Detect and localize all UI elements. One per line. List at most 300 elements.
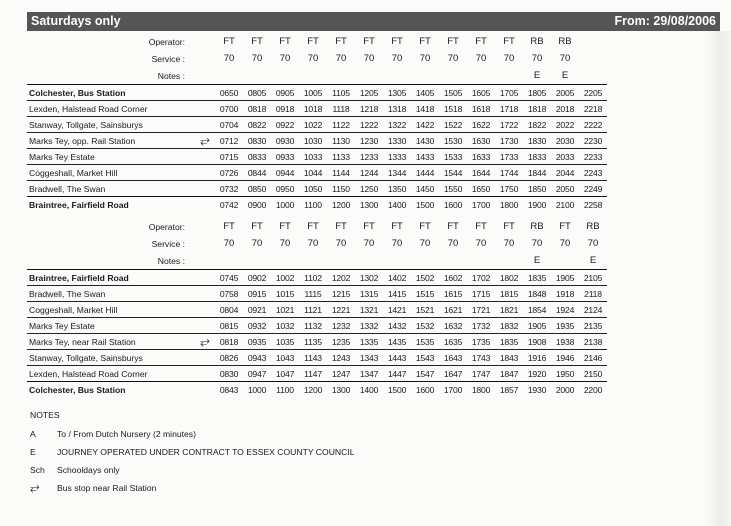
departure-time: 1918 [551,286,579,302]
departure-time: 1530 [439,133,467,149]
departure-time: 1924 [551,302,579,318]
service-header-row [27,235,607,252]
departure-time: 2050 [551,181,579,197]
service-code: 70 [335,238,347,249]
departure-time: 1535 [411,334,439,350]
departure-time: 1805 [523,85,551,101]
departure-time: 1318 [383,101,411,117]
departure-time: 2258 [579,197,607,213]
service-label: Service : [151,238,185,249]
departure-time: 1744 [495,165,523,181]
departure-time: 1850 [523,181,551,197]
notes-header-row [27,67,607,85]
departure-time: 0822 [243,117,271,133]
operator-code: FT [419,36,431,47]
symbol-spacer [195,50,215,67]
operator-code: RB [530,221,544,232]
table-row [27,270,607,286]
departure-time: 1047 [271,366,299,382]
departure-time: 2138 [579,334,607,350]
service-code: 70 [279,238,291,249]
stop-name: Colchester, Bus Station [27,382,195,398]
timetable-colchester-to-braintree [27,33,607,212]
service-code: 70 [447,53,459,64]
table-row [27,101,607,117]
departure-time: 0700 [215,101,243,117]
departure-time: 2200 [579,382,607,398]
note-code [271,252,299,270]
departure-time: 1243 [327,350,355,366]
departure-time: 1221 [327,302,355,318]
departure-time: 2218 [579,101,607,117]
departure-time: 2033 [551,149,579,165]
departure-time: 2230 [579,133,607,149]
departure-time: 2018 [551,101,579,117]
departure-time: 1200 [327,197,355,213]
stop-name: Marks Tey Estate [27,149,195,165]
stop-name: Colchester, Bus Station [27,85,195,101]
departure-time: 1908 [523,334,551,350]
departure-time: 1632 [439,318,467,334]
departure-time: 1235 [327,334,355,350]
operator-code: FT [363,221,375,232]
note-code: Sch [30,465,45,475]
stop-name: Marks Tey, near Rail Station [27,334,195,350]
operator-code: FT [503,36,515,47]
operator-code: FT [251,221,263,232]
note-code: A [30,429,36,439]
departure-time: 1405 [411,85,439,101]
table-row [27,197,607,213]
operator-code: RB [586,221,600,232]
departure-time: 1202 [327,270,355,286]
departure-time: 1133 [327,149,355,165]
departure-time: 0930 [271,133,299,149]
note-code [439,252,467,270]
departure-time: 1916 [523,350,551,366]
departure-time: 0745 [215,270,243,286]
departure-time: 1700 [467,197,495,213]
departure-time: 1147 [299,366,327,382]
departure-time: 0712 [215,133,243,149]
departure-time: 1605 [467,85,495,101]
departure-time: 1100 [299,197,327,213]
departure-time: 1335 [355,334,383,350]
departure-time: 1635 [439,334,467,350]
departure-time: 1643 [439,350,467,366]
departure-time: 1647 [439,366,467,382]
departure-time: 1402 [383,270,411,286]
departure-time: 1833 [523,149,551,165]
service-label: Service : [151,53,185,64]
note-code [551,252,579,270]
departure-time: 1935 [551,318,579,334]
departure-time: 0805 [243,85,271,101]
departure-time: 1230 [355,133,383,149]
departure-time: 1400 [355,382,383,398]
service-code: 70 [363,53,375,64]
departure-time: 1000 [243,382,271,398]
service-code: 70 [307,53,319,64]
departure-time: 0922 [271,117,299,133]
symbol-spacer [195,218,215,235]
stop-name: Braintree, Fairfield Road [27,197,195,213]
departure-time: 0932 [243,318,271,334]
service-code: 70 [447,238,459,249]
departure-time: 1633 [467,149,495,165]
departure-time: 1233 [355,149,383,165]
service-code: 70 [307,238,319,249]
table-row [27,334,607,350]
departure-time: 1232 [327,318,355,334]
departure-time: 2005 [551,85,579,101]
departure-time: 1305 [383,85,411,101]
departure-time: 1447 [383,366,411,382]
operator-label: Operator: [148,221,185,232]
service-code [579,50,607,67]
departure-time: 0830 [243,133,271,149]
service-code: 70 [391,238,403,249]
departure-time: 0833 [243,149,271,165]
departure-time: 0933 [271,149,299,165]
symbol-cell [195,366,215,382]
operator-code: FT [475,221,487,232]
departure-time: 0818 [215,334,243,350]
departure-time: 1150 [327,181,355,197]
departure-time: 1515 [411,286,439,302]
symbol-cell [195,318,215,334]
departure-time: 1435 [383,334,411,350]
departure-time: 1735 [467,334,495,350]
departure-time: 1421 [383,302,411,318]
symbol-cell [195,181,215,197]
symbol-cell [195,286,215,302]
departure-time: 1821 [495,302,523,318]
service-code: 70 [475,238,487,249]
departure-time: 1532 [411,318,439,334]
operator-header-row [27,33,607,50]
departure-time: 1600 [439,197,467,213]
departure-time: 1521 [411,302,439,318]
rail-station-icon: ⥂ [195,133,215,149]
departure-time: 1430 [411,133,439,149]
note-description: To / From Dutch Nursery (2 minutes) [57,429,196,439]
operator-code: FT [447,221,459,232]
operator-code: FT [307,36,319,47]
departure-time: 2146 [579,350,607,366]
departure-time: 0715 [215,149,243,165]
service-code: 70 [363,238,375,249]
symbol-cell [195,149,215,165]
departure-time: 2135 [579,318,607,334]
departure-time: 0947 [243,366,271,382]
table-row [27,286,607,302]
departure-time: 1832 [495,318,523,334]
rail-station-icon: ⥂ [30,480,40,494]
departure-time: 1854 [523,302,551,318]
departure-time: 0921 [243,302,271,318]
departure-time: 1322 [383,117,411,133]
notes-label: Notes : [157,255,185,266]
service-code: 70 [587,238,599,249]
operator-code: RB [530,36,544,47]
note-code [299,67,327,85]
departure-time: 0826 [215,350,243,366]
note-code [243,67,271,85]
departure-time: 1315 [355,286,383,302]
departure-time: 1818 [523,101,551,117]
departure-time: 1900 [523,197,551,213]
operator-code [579,33,607,50]
stop-name: Marks Tey Estate [27,318,195,334]
operator-code: FT [559,221,571,232]
operator-code: FT [223,36,235,47]
departure-time: 2000 [551,382,579,398]
departure-time: 1550 [439,181,467,197]
notes-title: NOTES [30,410,60,420]
symbol-cell [195,165,215,181]
departure-time: 0905 [271,85,299,101]
symbol-spacer [195,67,215,85]
departure-time: 2044 [551,165,579,181]
note-code [467,252,495,270]
departure-time: 1105 [327,85,355,101]
departure-time: 1547 [411,366,439,382]
notes-label: Notes : [157,70,185,81]
departure-time: 1021 [271,302,299,318]
departure-time: 1418 [411,101,439,117]
departure-time: 1905 [523,318,551,334]
operator-code: FT [419,221,431,232]
departure-time: 1815 [495,286,523,302]
departure-time: 1857 [495,382,523,398]
note-code: E [533,255,541,266]
departure-time: 1722 [495,117,523,133]
departure-time: 1443 [383,350,411,366]
departure-time: 1533 [439,149,467,165]
departure-time: 1802 [495,270,523,286]
operator-code: FT [391,36,403,47]
departure-time: 1102 [299,270,327,286]
note-code [327,67,355,85]
departure-time: 1848 [523,286,551,302]
departure-time: 1302 [355,270,383,286]
service-header-row [27,50,607,67]
departure-time: 1043 [271,350,299,366]
note-code: E [30,447,36,457]
service-code: 70 [475,53,487,64]
departure-time: 1144 [327,165,355,181]
symbol-cell [195,382,215,398]
departure-time: 1000 [271,197,299,213]
operator-code: FT [335,221,347,232]
table-row [27,149,607,165]
departure-time: 1502 [411,270,439,286]
departure-time: 0944 [271,165,299,181]
departure-time: 2222 [579,117,607,133]
service-code: 70 [251,238,263,249]
departure-time: 1018 [299,101,327,117]
operator-label: Operator: [148,36,185,47]
departure-time: 0843 [215,382,243,398]
departure-time: 1300 [327,382,355,398]
departure-time: 1432 [383,318,411,334]
departure-time: 1705 [495,85,523,101]
departure-time: 1718 [495,101,523,117]
note-code: E [533,70,541,81]
departure-time: 0915 [243,286,271,302]
departure-time: 0704 [215,117,243,133]
departure-time: 1050 [299,181,327,197]
departure-time: 1950 [551,366,579,382]
stop-name: Bradwell, The Swan [27,181,195,197]
departure-time: 1621 [439,302,467,318]
departure-time: 1750 [495,181,523,197]
departure-time: 1344 [383,165,411,181]
departure-time: 0943 [243,350,271,366]
departure-time: 1321 [355,302,383,318]
note-code [271,67,299,85]
departure-time: 1100 [271,382,299,398]
operator-code: FT [475,36,487,47]
stop-name: Lexden, Halstead Road Corner [27,366,195,382]
departure-time: 1135 [299,334,327,350]
operator-code: FT [251,36,263,47]
departure-time: 2233 [579,149,607,165]
departure-time: 1450 [411,181,439,197]
departure-time: 0742 [215,197,243,213]
departure-time: 1847 [495,366,523,382]
departure-time: 1800 [495,197,523,213]
stop-name: Bradwell, The Swan [27,286,195,302]
note-code [439,67,467,85]
departure-time: 1615 [439,286,467,302]
stop-name: Coggeshall, Market Hill [27,302,195,318]
departure-time: 1743 [467,350,495,366]
note-code [299,252,327,270]
departure-time: 1300 [355,197,383,213]
departure-time: 1505 [439,85,467,101]
departure-time: 1522 [439,117,467,133]
departure-time: 1218 [355,101,383,117]
departure-time: 0732 [215,181,243,197]
departure-time: 1035 [271,334,299,350]
departure-time: 1843 [495,350,523,366]
service-code: 70 [251,53,263,64]
departure-time: 1747 [467,366,495,382]
note-code [467,67,495,85]
service-code: 70 [559,53,571,64]
departure-time: 1600 [411,382,439,398]
header-bar [27,12,720,31]
departure-time: 1002 [271,270,299,286]
schedule-day-title: Saturdays only [31,14,121,28]
departure-time: 1715 [467,286,495,302]
table-row [27,366,607,382]
operator-code: FT [447,36,459,47]
departure-time: 1830 [523,133,551,149]
departure-time: 1030 [299,133,327,149]
departure-time: 1130 [327,133,355,149]
departure-time: 1730 [495,133,523,149]
departure-time: 1033 [299,149,327,165]
symbol-cell [195,302,215,318]
departure-time: 0902 [243,270,271,286]
departure-time: 1602 [439,270,467,286]
note-code [495,67,523,85]
departure-time: 1733 [495,149,523,165]
departure-time: 1702 [467,270,495,286]
symbol-cell [195,270,215,286]
departure-time: 2100 [551,197,579,213]
departure-time: 1930 [523,382,551,398]
service-code: 70 [419,53,431,64]
departure-time: 0900 [243,197,271,213]
service-code: 70 [531,53,543,64]
service-code: 70 [503,53,515,64]
departure-time: 1330 [383,133,411,149]
departure-time: 0918 [271,101,299,117]
symbol-cell [195,350,215,366]
scan-edge-shadow [705,31,731,526]
departure-time: 1247 [327,366,355,382]
table-row [27,181,607,197]
departure-time: 2243 [579,165,607,181]
departure-time: 0935 [243,334,271,350]
symbol-cell [195,117,215,133]
note-code [411,252,439,270]
departure-time: 1205 [355,85,383,101]
departure-time: 1844 [523,165,551,181]
departure-time: 1244 [355,165,383,181]
departure-time: 1822 [523,117,551,133]
stop-name: Marks Tey, opp. Rail Station [27,133,195,149]
table-row [27,382,607,398]
departure-time: 0850 [243,181,271,197]
departure-time: 1215 [327,286,355,302]
departure-time: 1200 [299,382,327,398]
departure-time: 1630 [467,133,495,149]
departure-time: 1118 [327,101,355,117]
departure-time: 1920 [523,366,551,382]
departure-time: 1518 [439,101,467,117]
table-row [27,85,607,101]
note-code [327,252,355,270]
departure-time: 0815 [215,318,243,334]
service-code: 70 [503,238,515,249]
operator-code: FT [307,221,319,232]
service-code: 70 [531,238,543,249]
note-code [495,252,523,270]
note-code [383,252,411,270]
departure-time: 1400 [383,197,411,213]
notes-header-row [27,252,607,270]
departure-time: 1905 [551,270,579,286]
table-row [27,318,607,334]
departure-time: 1222 [355,117,383,133]
departure-time: 0804 [215,302,243,318]
symbol-spacer [195,235,215,252]
departure-time: 1333 [383,149,411,165]
stop-name: Coggeshall, Market Hill [27,165,195,181]
stop-name: Braintree, Fairfield Road [27,270,195,286]
departure-time: 1422 [411,117,439,133]
departure-time: 1121 [299,302,327,318]
departure-time: 1122 [327,117,355,133]
departure-time: 1015 [271,286,299,302]
departure-time: 2205 [579,85,607,101]
service-code: 70 [391,53,403,64]
